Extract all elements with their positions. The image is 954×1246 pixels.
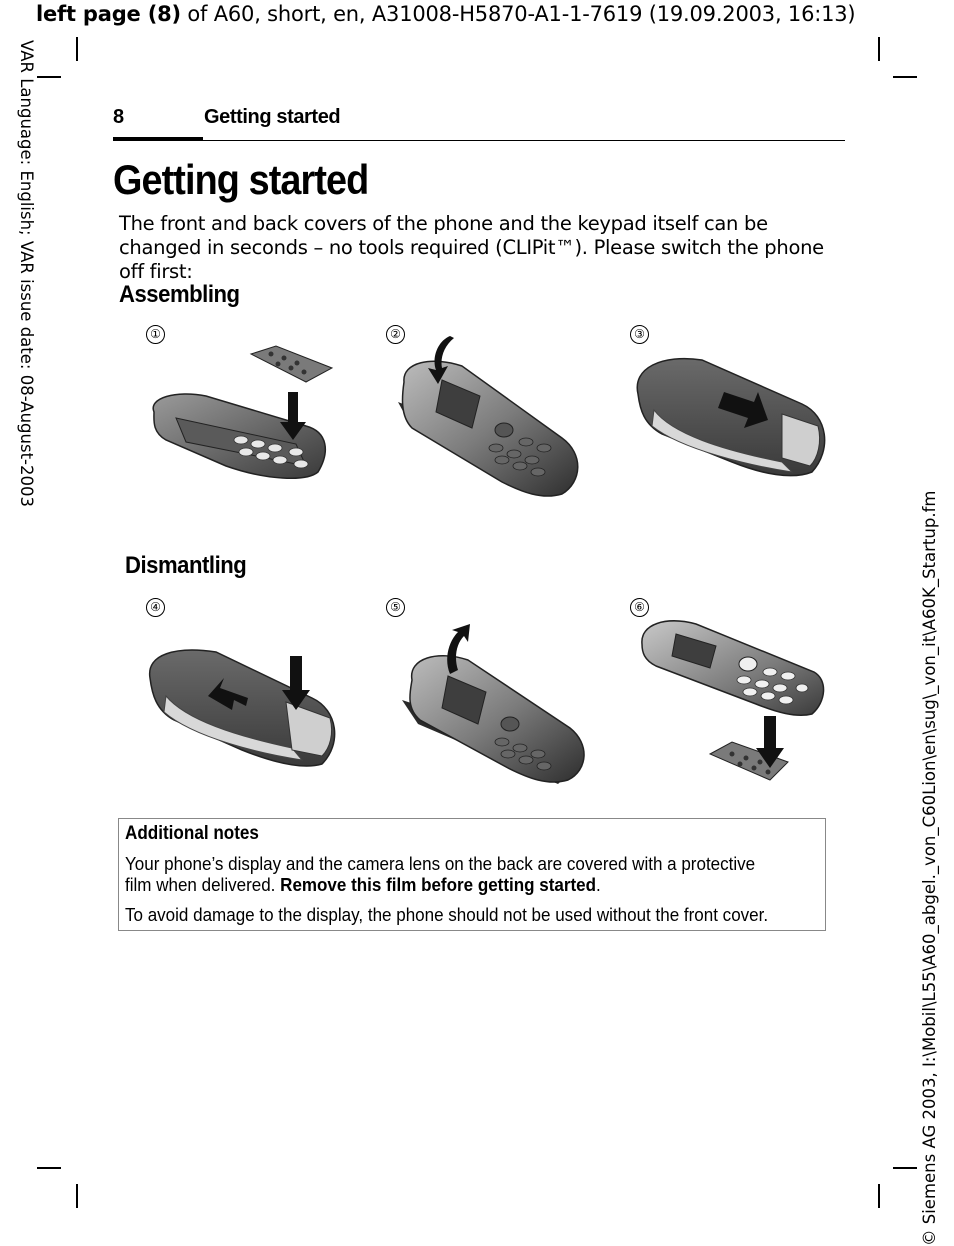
dismantling-heading: Dismantling (125, 552, 247, 579)
crop-mark (76, 37, 78, 61)
side-left-note (6, 40, 46, 510)
notes-p1-bold: Remove this film before getting started (280, 874, 597, 895)
notes-title: Additional notes (125, 823, 259, 844)
side-right-text: © Siemens AG 2003, I:\Mobil\L55\A60_abgel._von_C60Lion\en\sug\_von_it\A60K_Startup.fm (920, 490, 939, 1246)
step-2-illustration (392, 332, 584, 502)
running-header: Getting started (204, 106, 341, 128)
additional-notes-box (118, 818, 826, 931)
crop-mark (76, 1184, 78, 1208)
step-6-illustration (636, 614, 828, 790)
step-1-illustration (146, 340, 336, 485)
intro-paragraph: The front and back covers of the phone and the keypad itself can be changed in seconds – no tools required (CLIPit™). Please switch the phone off first: (119, 212, 824, 283)
notes-p1-text: Your phone’s display and the camera lens on the back are covered with a protective film when delivered. (125, 853, 756, 895)
notes-p1-end: . (596, 874, 601, 895)
crop-mark (893, 1167, 917, 1169)
step-6-number: ⑥ (630, 598, 649, 617)
page-number: 8 (113, 106, 125, 128)
print-info-rest: of A60, short, en, A31008-H5870-A1-1-7619 (19.09.2003, 16:13) (180, 2, 856, 26)
step-5-number: ⑤ (386, 598, 405, 617)
step-4-illustration (146, 644, 340, 770)
assembling-heading: Assembling (119, 281, 240, 308)
print-info-line (36, 2, 855, 26)
crop-mark (893, 76, 917, 78)
crop-mark (37, 1167, 61, 1169)
step-5-illustration (398, 620, 590, 788)
step-4-number: ④ (146, 598, 165, 617)
page-title: Getting started (113, 156, 369, 203)
step-3-illustration (632, 354, 830, 480)
side-left-text: VAR Language: English; VAR issue date: 08-August-2003 (17, 40, 36, 507)
crop-mark (878, 1184, 880, 1208)
step-3-number: ③ (630, 325, 649, 344)
step-1-number: ① (146, 325, 165, 344)
print-info-bold: left page (8) (36, 2, 181, 26)
header-rule (113, 140, 845, 141)
notes-paragraph-1 (125, 853, 769, 895)
notes-paragraph-2: To avoid damage to the display, the phone should not be used without the front cover. (125, 904, 769, 925)
crop-mark (878, 37, 880, 61)
step-2-number: ② (386, 325, 405, 344)
